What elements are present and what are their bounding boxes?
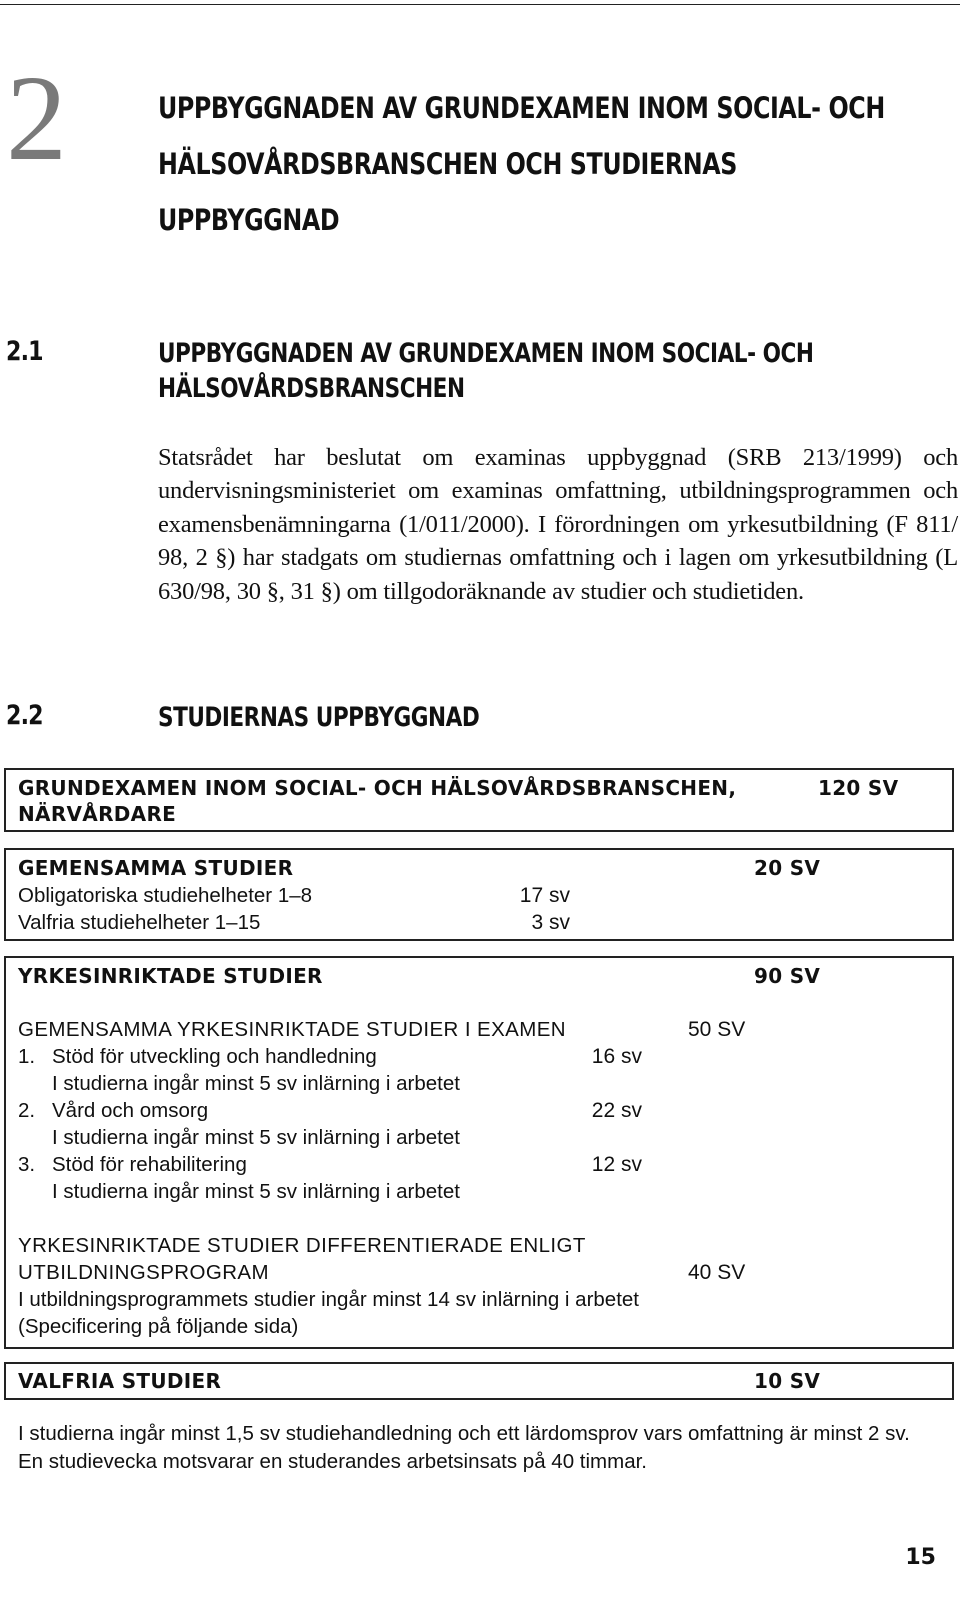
degree-box <box>4 768 954 832</box>
top-rule <box>0 4 960 5</box>
differentiated-credits: 40 SV <box>688 1261 746 1284</box>
section-number-2-1: 2.1 <box>6 336 43 367</box>
vocational-title: YRKESINRIKTADE STUDIER <box>18 964 323 988</box>
section-paragraph: Statsrådet har beslutat om examinas uppbyggnad (SRB 213/1999) och undervisningsministeriet om examinas omfattning, utbildningsprogrammen och examensbenämningarna (1/011/2000). I förordningen om yrkesutbildning (F 811/ 98, 2 §) har stadgats om studiernas omfattning och i lagen om yrkesutbildning (L 630/98, 30 §, 31 §) om tillgodoräknande av studier och studietiden. <box>158 444 958 605</box>
item-number: 2. <box>18 1099 36 1122</box>
item-note: I studierna ingår minst 5 sv inlärning i arbetet <box>52 1072 460 1095</box>
differentiated-note: I utbildningsprogrammets studier ingår minst 14 sv inlärning i arbetet <box>18 1288 639 1311</box>
common-vocational-credits: 50 SV <box>688 1018 746 1041</box>
vocational-credits: 90 SV <box>754 964 821 988</box>
item-note: I studierna ingår minst 5 sv inlärning i arbetet <box>52 1126 460 1149</box>
item-note: I studierna ingår minst 5 sv inlärning i arbetet <box>52 1180 460 1203</box>
chapter-number: 2 <box>6 51 67 186</box>
elective-credits: 10 SV <box>754 1369 821 1393</box>
degree-title-line1: GRUNDEXAMEN INOM SOCIAL- OCH HÄLSOVÅRDSBRANSCHEN, <box>18 776 737 800</box>
section-number-2-2: 2.2 <box>6 700 43 731</box>
common-row-value: 17 sv <box>519 884 570 907</box>
degree-credits: 120 SV <box>818 776 899 800</box>
elective-title: VALFRIA STUDIER <box>18 1369 222 1393</box>
item-label: Stöd för rehabilitering <box>52 1153 247 1176</box>
item-label: Stöd för utveckling och handledning <box>52 1045 377 1068</box>
page-number: 15 <box>905 1545 936 1570</box>
section-title-2-1: UPPBYGGNADEN AV GRUNDEXAMEN INOM SOCIAL- OCH HÄLSOVÅRDSBRANSCHEN <box>158 338 814 404</box>
common-studies-credits: 20 SV <box>754 856 821 880</box>
differentiated-note: (Specificering på följande sida) <box>18 1315 299 1338</box>
degree-title-line2: NÄRVÅRDARE <box>18 802 177 826</box>
common-row-label: Obligatoriska studiehelheter 1–8 <box>18 884 313 907</box>
differentiated-title-line1: YRKESINRIKTADE STUDIER DIFFERENTIERADE ENLIGT <box>18 1234 586 1257</box>
item-label: Vård och omsorg <box>52 1099 209 1122</box>
item-number: 3. <box>18 1153 36 1176</box>
item-number: 1. <box>18 1045 36 1068</box>
common-studies-title: GEMENSAMMA STUDIER <box>18 856 294 880</box>
common-vocational-title: GEMENSAMMA YRKESINRIKTADE STUDIER I EXAMEN <box>18 1018 566 1041</box>
common-studies-box <box>4 848 954 941</box>
differentiated-title-line2: UTBILDNINGSPROGRAM <box>18 1261 269 1284</box>
common-row-value: 3 sv <box>531 911 570 934</box>
item-value: 22 sv <box>591 1099 642 1122</box>
item-value: 16 sv <box>591 1045 642 1068</box>
common-row-label: Valfria studiehelheter 1–15 <box>18 911 261 934</box>
section-title-2-2: STUDIERNAS UPPBYGGNAD <box>158 702 480 733</box>
elective-studies-box <box>4 1362 954 1400</box>
chapter-title: UPPBYGGNADEN AV GRUNDEXAMEN INOM SOCIAL- OCH HÄLSOVÅRDSBRANSCHEN OCH STUDIERNAS UPPBYGGNAD <box>158 91 885 237</box>
vocational-studies-box <box>4 956 954 1349</box>
item-value: 12 sv <box>591 1153 642 1176</box>
footnote: I studierna ingår minst 1,5 sv studiehandledning och ett lärdomsprov vars omfattning är minst 2 sv. En studievecka motsvarar en studerandes arbetsinsats på 40 timmar. <box>18 1422 910 1473</box>
